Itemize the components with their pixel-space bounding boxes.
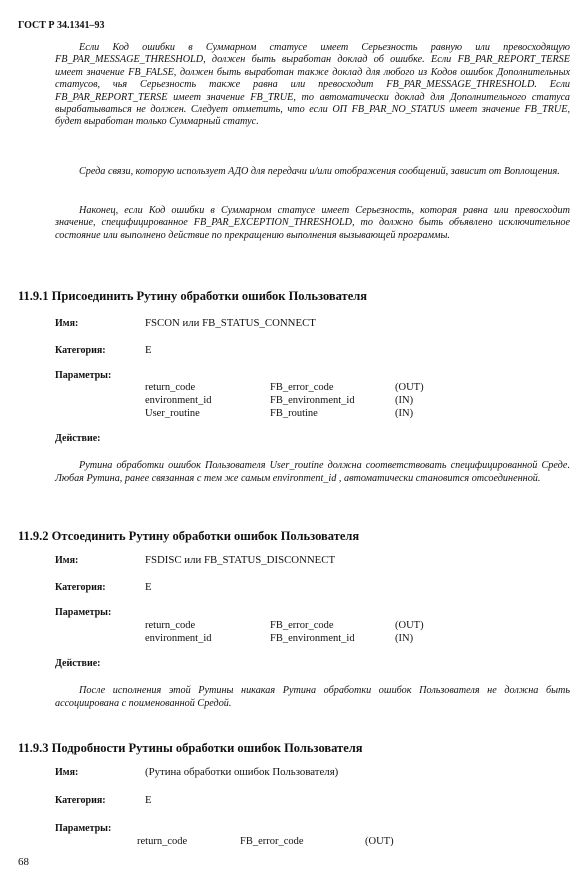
page-number: 68 xyxy=(18,856,29,868)
param-name: return_code xyxy=(145,382,196,393)
param-type: FB_error_code xyxy=(240,836,304,847)
param-mode: (IN) xyxy=(395,408,414,419)
section-title-11-9-3: 11.9.3 Подробности Рутины обработки ошибок Пользователя xyxy=(18,741,363,755)
param-type: FB_error_code xyxy=(270,382,334,393)
param-mode: (OUT) xyxy=(365,836,394,847)
param-mode: (IN) xyxy=(395,395,414,406)
action-text: После исполнения этой Рутины никакая Рутина обработки ошибок Пользователя не должна быть ассоциирована с поименованной Средой. xyxy=(55,685,570,709)
param-type: FB_routine xyxy=(270,408,318,419)
param-type: FB_environment_id xyxy=(270,395,355,406)
param-name: return_code xyxy=(137,836,188,847)
routine-name: FSCON или FB_STATUS_CONNECT xyxy=(145,317,316,329)
action-label: Действие: xyxy=(55,433,101,444)
category-label: Категория: xyxy=(55,795,106,806)
param-name: User_routine xyxy=(145,408,200,419)
routine-name: FSDISC или FB_STATUS_DISCONNECT xyxy=(145,554,336,566)
category-value: E xyxy=(145,344,152,356)
section-title-11-9-2: 11.9.2 Отсоединить Рутину обработки ошибок Пользователя xyxy=(18,529,360,543)
param-name: environment_id xyxy=(145,633,212,644)
param-type: FB_environment_id xyxy=(270,633,355,644)
intro-paragraph-3: Наконец, если Код ошибки в Суммарном статусе имеет Серьезность, которая равна или превосходит значение, специфицированное FB_PAR_EXCEPTION_THRESHOLD, то должно быть объявлено исключительное состояние или выполнено действие по прекращению выполнения вызывающей программы. xyxy=(55,205,570,241)
category-value: E xyxy=(145,794,152,806)
name-label: Имя: xyxy=(55,318,79,329)
intro-paragraph-2: Среда связи, которую использует АДО для передачи и/или отображения сообщений, зависит от Воплощения. xyxy=(79,166,560,177)
param-name: return_code xyxy=(145,620,196,631)
params-label: Параметры: xyxy=(55,607,112,618)
routine-name: (Рутина обработки ошибок Пользователя) xyxy=(145,766,339,778)
category-label: Категория: xyxy=(55,582,106,593)
action-label: Действие: xyxy=(55,658,101,669)
action-text: Рутина обработки ошибок Пользователя User_routine должна соответствовать специфицированной Среде. Любая Рутина, ранее связанная с тем же самым environment_id , автоматически становится отсоединенной. xyxy=(55,460,570,484)
param-name: environment_id xyxy=(145,395,212,406)
section-title-11-9-1: 11.9.1 Присоединить Рутину обработки ошибок Пользователя xyxy=(18,289,368,303)
param-mode: (IN) xyxy=(395,633,414,644)
category-label: Категория: xyxy=(55,345,106,356)
param-mode: (OUT) xyxy=(395,382,424,393)
page-header: ГОСТ Р 34.1341–93 xyxy=(18,20,105,31)
category-value: E xyxy=(145,581,152,593)
intro-paragraph-1: Если Код ошибки в Суммарном статусе имеет Серьезность равную или превосходящую FB_PAR_MESSAGE_THRESHOLD, должен быть выработан доклад об ошибке. Если FB_PAR_REPORT_TERSE имеет значение FB_FALSE, должен быть выработан также доклад для любого из Кодов ошибок Дополнительных статусов, чья Серьезность также равна или превосходит FB_PAR_MESSAGE_THRESHOLD. Если FB_PAR_REPORT_TERSE имеет значение FB_TRUE, то автоматически доклад для Дополнительного статуса вырабатываться не должен. Следует отметить, что если ОП FB_PAR_NO_STATUS имеет значение FB_TRUE, будет выработан только Суммарный статус. xyxy=(55,42,570,128)
params-label: Параметры: xyxy=(55,370,112,381)
param-mode: (OUT) xyxy=(395,620,424,631)
name-label: Имя: xyxy=(55,555,79,566)
name-label: Имя: xyxy=(55,767,79,778)
params-label: Параметры: xyxy=(55,823,112,834)
param-type: FB_error_code xyxy=(270,620,334,631)
